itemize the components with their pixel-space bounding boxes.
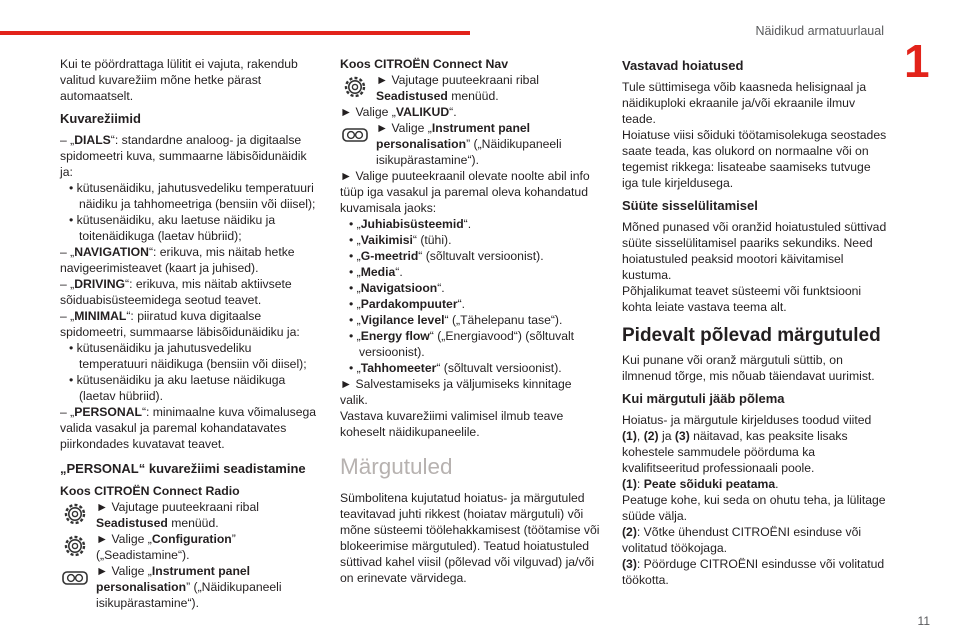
ignition-text-1: Mõned punased või oranžid hoiatustuled süttivad süüte sisselülitamisel paariks sekundiks. Need hoiatustuled peaksid mootori käivitamisel kustuma.: [622, 220, 887, 282]
mode-driving: – „DRIVING“: erikuva, mis näitab aktiivsete sõiduabisüsteemidega seotud teavet.: [60, 277, 292, 307]
info-item-8: • „Tahhomeeter“ (sõltuvalt versioonist).: [349, 361, 562, 375]
save-step: ► Salvestamiseks ja väljumiseks kinnitage valik.: [340, 377, 572, 407]
save-note: Vastava kuvarežiimi valimisel ilmub teave koheselt näidikupaneelile.: [340, 409, 564, 439]
page-number: 11: [917, 614, 930, 628]
radio-step-3: ► Valige „Instrument panel personalisation” („Näidikupaneeli isikupärastamine“).: [60, 563, 322, 611]
reference-3: (3): Pöörduge CITROËNI esindusse või volitatud töökotta.: [622, 557, 885, 587]
warning-lights-heading: Märgutuled: [340, 454, 453, 479]
dashboard-gauge-icon: [60, 563, 90, 593]
mode-navigation: – „NAVIGATION“: erikuva, mis näitab hetke navigeerimisteavet (kaart ja juhised).: [60, 245, 295, 275]
intro-paragraph: Kui te pöördrattaga lülitit ei vajuta, rakendub valitud kuvarežiim mõne hetke pärast automaatselt.: [60, 57, 298, 103]
mode-minimal-bullet-1: • kütusenäidiku ja jahutusvedeliku temperatuuri näidikuga (bensiin või diisel);: [69, 341, 307, 371]
mode-dials: – „DIALS“: standardne analoog- ja digitaalse spidomeetri kuva, summaarne läbisõidunäidik ja:: [60, 133, 307, 179]
radio-step-2: ► Valige „Configuration” („Seadistamine“).: [60, 531, 322, 563]
reference-2: (2): Võtke ühendust CITROËNI esinduse või volitatud töökojaga.: [622, 525, 862, 555]
permanent-lights-heading: Pidevalt põlevad märgutuled: [622, 325, 881, 346]
chapter-number: 1: [904, 35, 930, 87]
nav-step-4: ► Valige puuteekraanil olevate noolte abil info tüüp iga vasakul ja paremal oleva kohandatud kuvamisala jaoks:: [340, 169, 590, 215]
permanent-lights-text: Kui punane või oranž märgutuli süttib, on ilmnenud tõrge, mis nõuab täiendavat uurimist.: [622, 353, 875, 383]
gear-icon: [60, 499, 90, 529]
mode-dials-bullet-1: • kütusenäidiku, jahutusvedeliku temperatuuri näidiku ja tahhomeetriga (bensiin või diisel);: [69, 181, 316, 211]
reference-1: (1): Peate sõiduki peatama.: [622, 477, 779, 491]
nav-step-2: ► Valige „VALIKUD“.: [340, 105, 457, 119]
radio-subheading: Koos CITROËN Connect Radio: [60, 484, 240, 498]
column-1: [60, 56, 322, 611]
mode-minimal: – „MINIMAL“: piiratud kuva digitaalse spidomeetri, summaarse läbisõidunäidiku ja:: [60, 309, 300, 339]
nav-step-3: ► Valige „Instrument panel personalisation” („Näidikupaneeli isikupärastamine“).: [340, 120, 602, 168]
nav-step-1: ► Vajutage puuteekraani ribal Seadistused menüüd.: [340, 72, 602, 104]
info-item-2: • „G-meetrid“ (sõltuvalt versioonist).: [349, 249, 544, 263]
header-red-bar: [0, 31, 470, 35]
info-item-7: • „Energy flow“ („Energiavood“) (sõltuvalt versioonist).: [349, 329, 575, 359]
info-item-3: • „Media“.: [349, 265, 403, 279]
info-item-5: • „Pardakompuuter“.: [349, 297, 466, 311]
warnings-heading: Vastavad hoiatused: [622, 58, 744, 73]
column-2: [340, 56, 602, 586]
warning-lights-text: Sümbolitena kujutatud hoiatus- ja märgutuled teavitavad juhti rikkest (hoiatav märgutuli) või mõne süsteemi töölehakkamisest (töötamise või blokeerimise märgutuled). Teatud hoiatustuled süttivad kahel viisil (põlevad või vilguvad) ja/või on erinevate värvidega.: [340, 491, 600, 585]
mode-dials-bullet-2: • kütusenäidiku, aku laetuse näidiku ja toitenäidikuga (laetav hübriid);: [69, 213, 276, 243]
personal-setup-heading: „PERSONAL“ kuvarežiimi seadistamine: [60, 461, 306, 476]
ignition-heading: Süüte sisselülitamisel: [622, 198, 758, 213]
ignition-text-2: Põhjalikumat teavet süsteemi või funktsiooni kohta leiate vastava teema alt.: [622, 284, 862, 314]
info-item-6: • „Vigilance level“ („Tähelepanu tase“).: [349, 313, 563, 327]
warnings-text-2: Hoiatuse viisi sõiduki töötamisolekuga seostades saate teada, kas olukord on normaalne või on tegemist rikkega: lisateabe saamiseks tutvuge iga tule kirjeldusega.: [622, 128, 887, 190]
gear-icon: [340, 72, 370, 102]
mode-personal: – „PERSONAL“: minimaalne kuva võimalusega valida vasakul ja paremal kohandatavates piirkondades kuvatavat teavet.: [60, 405, 317, 451]
column-3: [622, 56, 890, 588]
mode-minimal-bullet-2: • kütusenäidiku ja aku laetuse näidikuga (laetav hübriid).: [69, 373, 286, 403]
radio-step-1: ► Vajutage puuteekraani ribal Seadistused menüüd.: [60, 499, 322, 531]
info-item-0: • „Juhiabisüsteemid“.: [349, 217, 472, 231]
light-stays-on-text: Hoiatus- ja märgutule kirjelduses toodud viited (1), (2) ja (3) näitavad, kas peaksite lisaks kohestele sammudele pöörduma ka kvalifitseeritud professionaali poole.: [622, 413, 872, 475]
light-stays-on-heading: Kui märgutuli jääb põlema: [622, 391, 785, 406]
info-item-1: • „Vaikimisi“ (tühi).: [349, 233, 452, 247]
nav-subheading: Koos CITROËN Connect Nav: [340, 57, 509, 71]
dashboard-gauge-icon: [340, 120, 370, 150]
gear-icon: [60, 531, 90, 561]
header-title: Näidikud armatuurlaual: [755, 24, 884, 38]
info-item-4: • „Navigatsioon“.: [349, 281, 445, 295]
display-modes-heading: Kuvarežiimid: [60, 111, 141, 126]
warnings-text-1: Tule süttimisega võib kaasneda helisignaal ja näidikuploki ekraanile ja/või ekraanile ilmuv teade.: [622, 80, 867, 126]
reference-1-text: Peatuge kohe, kui seda on ohutu teha, ja lülitage süüde välja.: [622, 493, 886, 523]
